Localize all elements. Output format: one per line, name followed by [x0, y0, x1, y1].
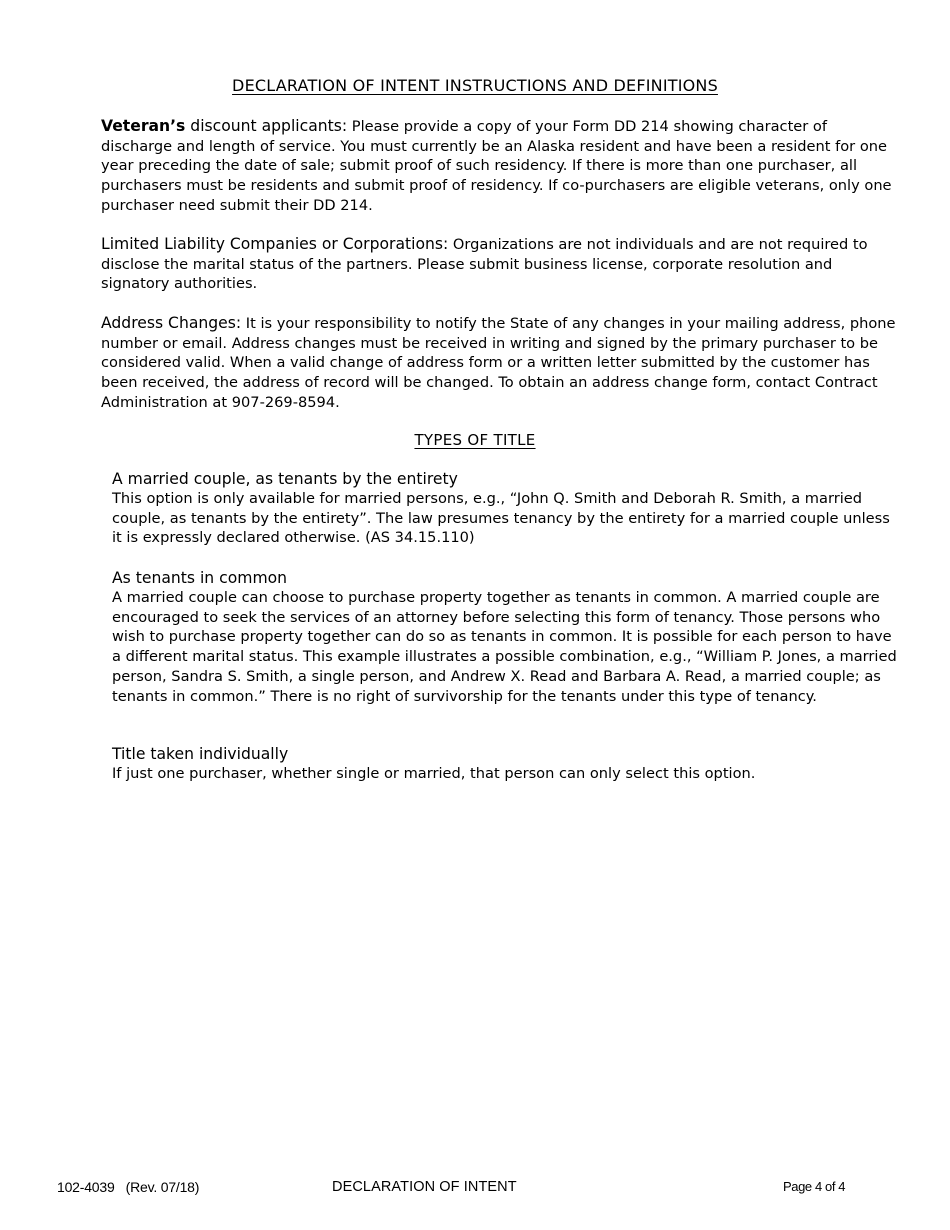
title-type-body: This option is only available for married persons, e.g., “John Q. Smith and Deborah R. Smith, a married couple, as tenants by the entirety”. The law presumes tenancy by the entirety for a married couple unless it is expressly declared otherwise. (AS 34.15.110) [112, 490, 890, 547]
title-type-individual [112, 744, 902, 784]
footer-page-number: Page 4 of 4 [783, 1179, 846, 1194]
title-type-body: A married couple can choose to purchase property together as tenants in common. A married couple are encouraged to seek the services of an attorney before selecting this form of tenancy. Those persons who wish to purchase property together can do so as tenants in common. It is possible for each person to have a different marital status. This example illustrates a possible combination, e.g., “William P. Jones, a married person, Sandra S. Smith, a single person, and Andrew X. Read and Barbara A. Read, a married couple; as tenants in common.” There is no right of survivorship for the tenants under this type of tenancy. [112, 589, 897, 705]
section-text-veterans: Please provide a copy of your Form DD 214 showing character of discharge and length of service. You must currently be an Alaska resident and have been a resident for one year preceding the date of sale; submit proof of such residency. If there is more than one purchaser, all purchasers must be residents and submit proof of residency. If co-purchasers are eligible veterans, only one purchaser need submit their DD 214. [101, 118, 892, 214]
section-address-changes [101, 314, 901, 413]
section-label-veterans-bold: Veteran’s [101, 117, 186, 135]
section-text-llc: Organizations are not individuals and are not required to disclose the marital status of the partners. Please submit business license, corporate resolution and signatory authorities. [101, 236, 868, 293]
title-type-body: If just one purchaser, whether single or married, that person can only select this option. [112, 765, 756, 782]
types-of-title-heading: TYPES OF TITLE [414, 431, 536, 449]
section-label-veterans-rest: discount applicants: [185, 117, 348, 135]
title-type-entirety [112, 469, 902, 548]
title-type-heading: Title taken individually [112, 745, 289, 763]
section-llc-corporations [101, 235, 901, 294]
title-type-heading: As tenants in common [112, 569, 288, 587]
footer-document-name: DECLARATION OF INTENT [332, 1179, 517, 1195]
title-type-tenants-in-common [112, 568, 902, 706]
page-title: DECLARATION OF INTENT INSTRUCTIONS AND DEFINITIONS [232, 76, 718, 95]
section-text-address: It is your responsibility to notify the State of any changes in your mailing address, phone number or email. Address changes must be received in writing and signed by the primary purchaser to be considered valid. When a valid change of address form or a written letter submitted by the customer has been received, the address of record will be changed. To obtain an address change form, contact Contract Administration at 907-269-8594. [101, 315, 896, 411]
section-label-address: Address Changes: [101, 314, 242, 332]
section-veterans-discount [101, 117, 901, 216]
footer-form-number: 102-4039 (Rev. 07/18) [57, 1179, 200, 1195]
section-label-veterans [101, 117, 347, 135]
title-type-heading: A married couple, as tenants by the entirety [112, 470, 458, 488]
section-label-llc: Limited Liability Companies or Corporations: [101, 235, 449, 253]
